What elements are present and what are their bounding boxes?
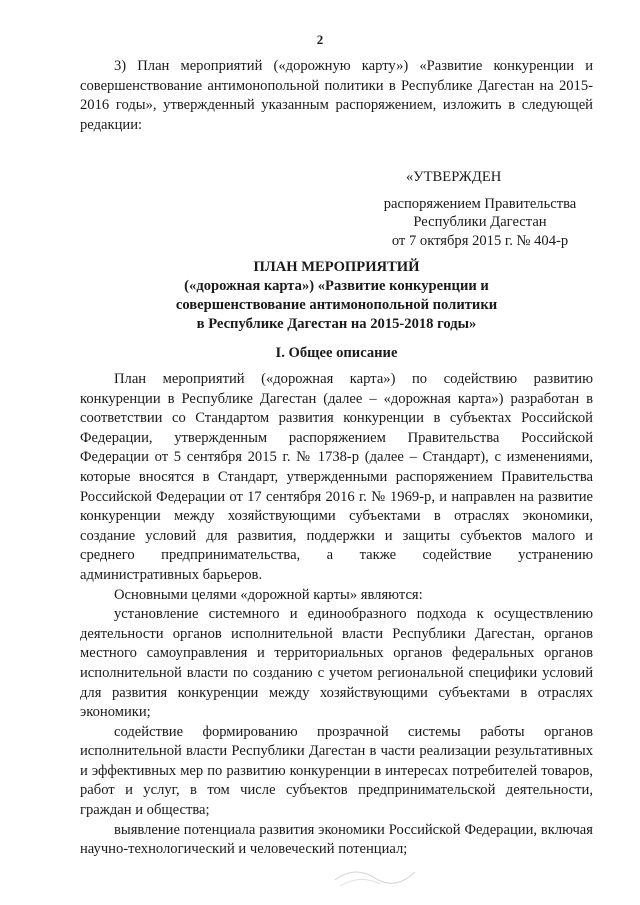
approval-line: распоряжением Правительства: [383, 195, 577, 212]
body-paragraph: содействие формированию прозрачной системы работы органов исполнительной власти Республики Дагестан в части реализации результативных и эффективных мер по развитию конкуренции в интересах потребителей товаров, работ и услуг, в том числе субъектов предпринимательской деятельности, граждан и общества;: [80, 723, 593, 819]
approval-heading: «УТВЕРЖДЕН: [406, 169, 502, 185]
body-paragraph: выявление потенциала развития экономики Российской Федерации, включая научно-технологический и человеческий потенциал;: [80, 821, 593, 858]
approval-date: от 7 октября 2015 г. № 404-р: [391, 232, 569, 249]
approval-line: Республики Дагестан: [413, 214, 547, 230]
faint-stamp-mark: [330, 860, 420, 890]
plan-title: [80, 258, 593, 334]
plan-title-line: в Республике Дагестан на 2015-2018 годы»: [196, 316, 477, 332]
plan-title-line: ПЛАН МЕРОПРИЯТИЙ: [253, 259, 420, 275]
approval-block: [360, 168, 600, 250]
plan-title-line: («дорожная карта») «Развитие конкуренции и: [184, 278, 489, 294]
section-heading: I. Общее описание: [275, 345, 398, 361]
body-paragraph: установление системного и единообразного подхода к осуществлению деятельности органов исполнительной власти Республики Дагестан, органов местного самоуправления и территориальных органов федеральных органов исполнительной власти по созданию с учетом региональной специфики условий для развития конкуренции между хозяйствующими субъектами в отраслях экономики;: [80, 606, 593, 721]
page-number: 2: [316, 32, 324, 47]
section-body: [80, 370, 593, 860]
body-paragraph: План мероприятий («дорожная карта») по содействию развитию конкуренции в Республике Дагестан (далее – «дорожная карта») разработан в соответствии со Стандартом развития конкуренции в субъектах Российской Федерации, утвержденным распоряжением Правительства Российской Федерации от 5 сентября 2015 г. № 1738-р (далее – Стандарт), с изменениями, которые вносятся в Стандарт, утвержденными распоряжением Правительства Российской Федерации от 17 сентября 2016 г. № 1969-р, и направлен на развитие конкуренции между хозяйствующими субъектами в отраслях экономики, создание условий для развития, поддержки и защиты субъектов малого и среднего предпринимательства, а также содействие устранению административных барьеров.: [80, 371, 593, 583]
body-paragraph: Основными целями «дорожной карты» являются:: [114, 586, 423, 603]
plan-title-line: совершенствование антимонопольной политики: [175, 297, 498, 313]
intro-paragraph: 3) План мероприятий («дорожную карту») «Развитие конкуренции и совершенствование антимонопольной политики в Республике Дагестан на 2015-2016 годы», утвержденный указанным распоряжением, изложить в следующей редакции:: [80, 58, 593, 133]
